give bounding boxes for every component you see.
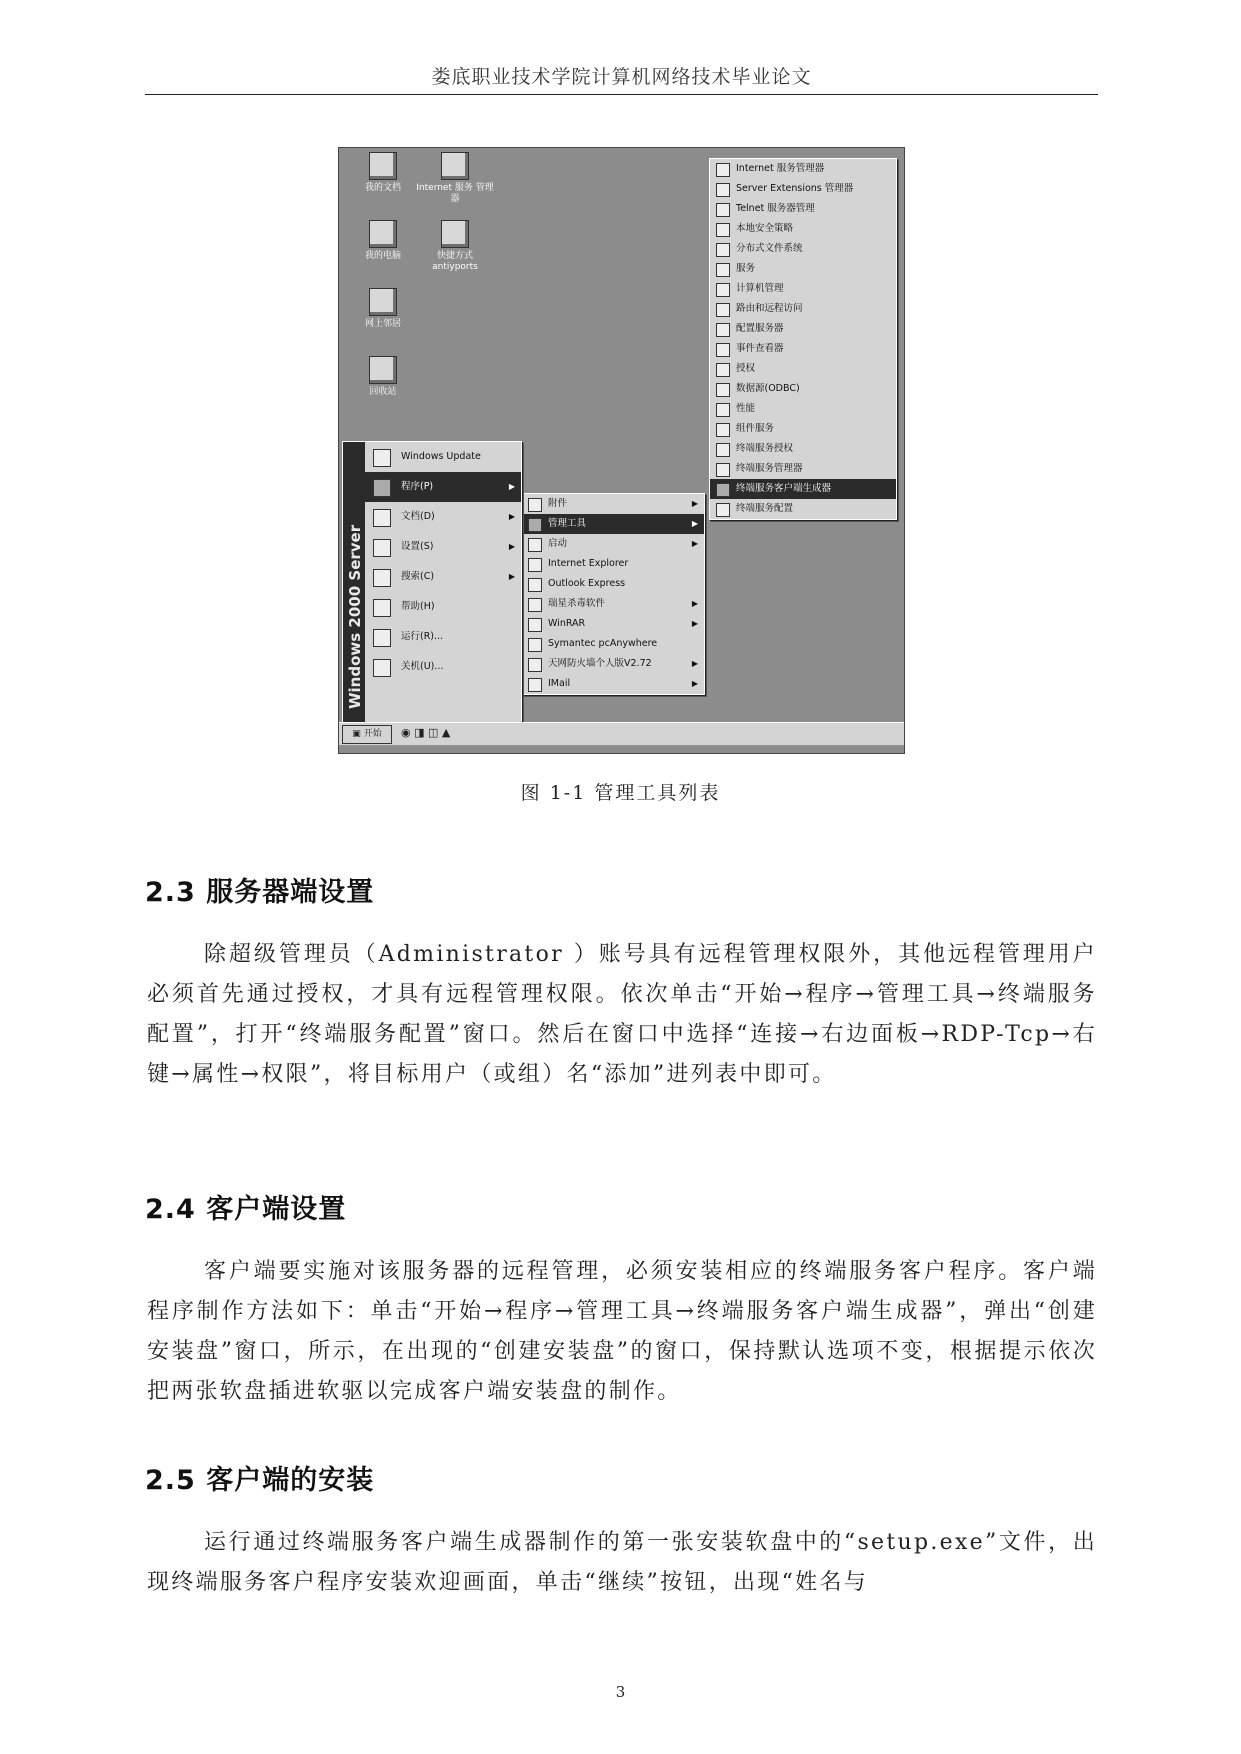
- menu-item-label: 授权: [736, 363, 756, 374]
- menu-item-label: 附件: [548, 498, 568, 509]
- menu-item-label: 天网防火墙个人版V2.72: [548, 658, 652, 669]
- menu-item-icon: [528, 618, 542, 632]
- start-menu-item[interactable]: [365, 442, 521, 472]
- programs-menu-item[interactable]: [522, 494, 704, 514]
- menu-item-label: 帮助(H): [401, 601, 435, 612]
- submenu-arrow-icon: ▶: [691, 499, 698, 508]
- programs-menu: [521, 493, 705, 695]
- menu-item-icon: [716, 263, 730, 277]
- submenu-arrow-icon: ▶: [691, 599, 698, 608]
- menu-item-icon: [528, 498, 542, 512]
- menu-item-icon: [373, 629, 391, 647]
- my-computer-icon: [369, 220, 397, 248]
- menu-item-icon: [716, 503, 730, 517]
- body-paragraph: 运行通过终端服务客户端生成器制作的第一张安装软盘中的“setup.exe”文件，出现终端服务客户程序安装欢迎画面，单击“继续”按钮，出现“姓名与: [147, 1530, 1097, 1595]
- menu-item-label: 性能: [736, 403, 756, 414]
- menu-item-label: 事件查看器: [736, 343, 784, 354]
- start-menu-item[interactable]: [365, 472, 521, 502]
- programs-menu-item[interactable]: [522, 514, 704, 534]
- menu-item-label: 设置(S): [401, 541, 434, 552]
- submenu-arrow-icon: ▶: [691, 519, 698, 528]
- menu-item-label: 管理工具: [548, 518, 587, 529]
- menu-item-label: 数据源(ODBC): [736, 383, 800, 394]
- menu-item-label: 分布式文件系统: [736, 243, 803, 254]
- programs-menu-item[interactable]: [522, 634, 704, 654]
- start-menu-item[interactable]: [365, 502, 521, 532]
- menu-item-icon: [716, 303, 730, 317]
- admin-tools-menu-item[interactable]: [710, 239, 896, 259]
- menu-item-icon: [373, 569, 391, 587]
- network-icon: [369, 288, 397, 316]
- menu-item-icon: [716, 363, 730, 377]
- start-menu-item[interactable]: [365, 622, 521, 652]
- menu-item-icon: [528, 518, 542, 532]
- menu-item-label: Server Extensions 管理器: [736, 183, 854, 194]
- section-heading: 2.4 客户端设置: [145, 1194, 347, 1225]
- start-button[interactable]: [342, 725, 392, 744]
- submenu-arrow-icon: ▶: [691, 539, 698, 548]
- submenu-arrow-icon: ▶: [691, 659, 698, 668]
- start-menu-item[interactable]: [365, 592, 521, 622]
- desktop-icon-recycle: [343, 356, 423, 398]
- desktop-icon-label: 我的文档: [364, 183, 401, 193]
- desktop-icon-label: 回收站: [369, 387, 397, 397]
- admin-tools-menu-item[interactable]: [710, 299, 896, 319]
- menu-item-icon: [716, 223, 730, 237]
- menu-item-label: 瑞星杀毒软件: [548, 598, 606, 609]
- admin-tools-menu-item[interactable]: [710, 459, 896, 479]
- start-menu-banner: [343, 442, 365, 724]
- menu-item-icon: [716, 403, 730, 417]
- submenu-arrow-icon: ▶: [508, 482, 515, 491]
- recycle-bin-icon: [369, 356, 397, 384]
- admin-tools-menu-item[interactable]: [710, 319, 896, 339]
- submenu-arrow-icon: ▶: [508, 512, 515, 521]
- desktop-icon-label: Internet 服务 管理器: [416, 183, 494, 204]
- start-menu-item[interactable]: [365, 652, 521, 682]
- menu-item-icon: [528, 558, 542, 572]
- admin-tools-menu-item[interactable]: [710, 339, 896, 359]
- menu-item-label: 配置服务器: [736, 323, 784, 334]
- shortcut-icon: [441, 220, 469, 248]
- admin-tools-menu: [709, 158, 897, 520]
- running-header: 娄底职业技术学院计算机网络技术毕业论文: [431, 66, 812, 88]
- menu-item-icon: [528, 598, 542, 612]
- menu-item-icon: [373, 659, 391, 677]
- body-paragraph: 除超级管理员（Administrator ）账号具有远程管理权限外，其他远程管理用户必须首先通过授权，才具有远程管理权限。依次单击“开始→程序→管理工具→终端服务配置”，打开“终端服务配置”窗口。然后在窗口中选择“连接→右边面板→RDP-Tcp→右键→属性→权限”，将目标用户（或组）名“添加”进列表中即可。: [147, 942, 1097, 1087]
- header-rule: [145, 94, 1098, 95]
- menu-item-icon: [716, 423, 730, 437]
- menu-item-label: 关机(U)...: [401, 661, 444, 672]
- menu-item-label: Outlook Express: [548, 578, 626, 589]
- start-menu: [342, 441, 522, 725]
- admin-tools-menu-item[interactable]: [710, 359, 896, 379]
- admin-tools-menu-item[interactable]: [710, 499, 896, 519]
- quick-launch-icons[interactable]: ◉ ◨ ◫ ▲: [401, 726, 451, 739]
- admin-tools-menu-item[interactable]: [710, 159, 896, 179]
- desktop-icon-computer: [343, 220, 423, 262]
- menu-item-icon: [373, 539, 391, 557]
- menu-item-label: Internet 服务管理器: [736, 163, 825, 174]
- menu-item-label: 终端服务客户端生成器: [736, 483, 832, 494]
- start-button-label: 开始: [363, 729, 382, 739]
- menu-item-label: 计算机管理: [736, 283, 784, 294]
- desktop-icon-label: 网上邻居: [364, 319, 401, 329]
- menu-item-icon: [373, 599, 391, 617]
- admin-tools-menu-item[interactable]: [710, 479, 896, 499]
- menu-item-icon: [716, 183, 730, 197]
- submenu-arrow-icon: ▶: [508, 572, 515, 581]
- programs-menu-item[interactable]: [522, 594, 704, 614]
- admin-tools-menu-item[interactable]: [710, 439, 896, 459]
- menu-item-label: Windows Update: [401, 451, 481, 462]
- menu-item-label: Symantec pcAnywhere: [548, 638, 658, 649]
- start-menu-banner-text: Windows 2000 Server: [346, 524, 364, 709]
- menu-item-icon: [373, 509, 391, 527]
- menu-item-icon: [528, 578, 542, 592]
- menu-item-icon: [528, 658, 542, 672]
- menu-item-label: 运行(R)...: [401, 631, 444, 642]
- menu-item-label: Internet Explorer: [548, 558, 629, 569]
- menu-item-icon: [716, 443, 730, 457]
- programs-menu-item[interactable]: [522, 674, 704, 694]
- submenu-arrow-icon: ▶: [691, 619, 698, 628]
- menu-item-icon: [716, 383, 730, 397]
- menu-item-icon: [716, 343, 730, 357]
- menu-item-label: 本地安全策略: [736, 223, 794, 234]
- menu-item-icon: [373, 479, 391, 497]
- taskbar: [339, 722, 904, 745]
- menu-item-label: IMail: [548, 678, 571, 689]
- menu-item-icon: [716, 283, 730, 297]
- page-number: 3: [615, 1683, 626, 1701]
- admin-tools-menu-item[interactable]: [710, 219, 896, 239]
- programs-menu-item[interactable]: [522, 574, 704, 594]
- windows-logo-icon: ▣: [352, 729, 361, 739]
- figure-screenshot: [338, 147, 905, 754]
- menu-item-label: WinRAR: [548, 618, 586, 629]
- submenu-arrow-icon: ▶: [508, 542, 515, 551]
- programs-menu-item[interactable]: [522, 554, 704, 574]
- menu-item-label: 程序(P): [401, 481, 434, 492]
- start-menu-item[interactable]: [365, 532, 521, 562]
- menu-item-label: 终端服务管理器: [736, 463, 803, 474]
- menu-item-label: 终端服务配置: [736, 503, 794, 514]
- documents-icon: [369, 152, 397, 180]
- menu-item-label: 文档(D): [401, 511, 435, 522]
- programs-menu-item[interactable]: [522, 534, 704, 554]
- desktop-icon-documents: [343, 152, 423, 194]
- desktop-icon-label: 快捷方式 antiyports: [432, 251, 478, 272]
- admin-tools-menu-item[interactable]: [710, 199, 896, 219]
- desktop-icon-shortcut: [415, 220, 495, 273]
- menu-item-label: 启动: [548, 538, 568, 549]
- menu-item-icon: [528, 538, 542, 552]
- admin-tools-menu-item[interactable]: [710, 419, 896, 439]
- menu-item-label: Telnet 服务器管理: [736, 203, 815, 214]
- menu-item-icon: [716, 243, 730, 257]
- programs-menu-item[interactable]: [522, 614, 704, 634]
- section-heading: 2.5 客户端的安装: [145, 1465, 375, 1496]
- figure-caption: 图 1-1 管理工具列表: [520, 782, 721, 804]
- admin-tools-menu-item[interactable]: [710, 399, 896, 419]
- body-paragraph: 客户端要实施对该服务器的远程管理，必须安装相应的终端服务客户程序。客户端程序制作方法如下：单击“开始→程序→管理工具→终端服务客户端生成器”，弹出“创建安装盘”窗口，所示，在出现的“创建安装盘”的窗口，保持默认选项不变，根据提示依次把两张软盘插进软驱以完成客户端安装盘的制作。: [147, 1259, 1097, 1404]
- programs-menu-item[interactable]: [522, 654, 704, 674]
- submenu-arrow-icon: ▶: [691, 679, 698, 688]
- menu-item-label: 搜索(C): [401, 571, 435, 582]
- menu-item-label: 组件服务: [736, 423, 775, 434]
- menu-item-icon: [716, 163, 730, 177]
- section-heading: 2.3 服务器端设置: [145, 877, 375, 908]
- menu-item-label: 服务: [736, 263, 756, 274]
- menu-item-icon: [716, 323, 730, 337]
- admin-tools-menu-item[interactable]: [710, 379, 896, 399]
- admin-tools-menu-item[interactable]: [710, 259, 896, 279]
- menu-item-label: 终端服务授权: [736, 443, 794, 454]
- menu-item-icon: [528, 638, 542, 652]
- menu-item-icon: [373, 449, 391, 467]
- admin-tools-menu-item[interactable]: [710, 279, 896, 299]
- iis-manager-icon: [441, 152, 469, 180]
- desktop-icon-iis: [415, 152, 495, 205]
- admin-tools-menu-item[interactable]: [710, 179, 896, 199]
- desktop-icon-label: 我的电脑: [364, 251, 401, 261]
- menu-item-icon: [716, 483, 730, 497]
- menu-item-icon: [716, 463, 730, 477]
- menu-item-label: 路由和远程访问: [736, 303, 803, 314]
- menu-item-icon: [528, 678, 542, 692]
- start-menu-item[interactable]: [365, 562, 521, 592]
- desktop-icon-network: [343, 288, 423, 330]
- menu-item-icon: [716, 203, 730, 217]
